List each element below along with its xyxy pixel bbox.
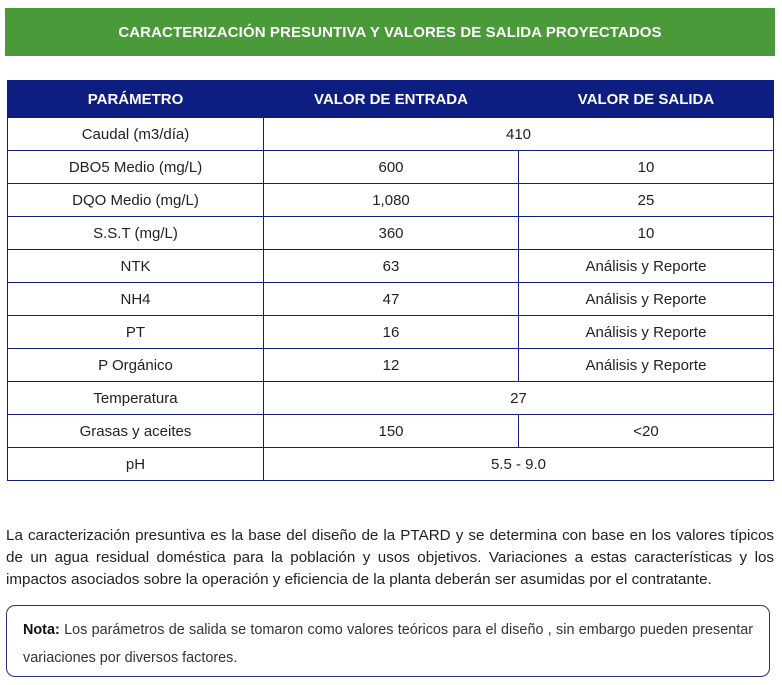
note-text: Los parámetros de salida se tomaron como valores teóricos para el diseño , sin embargo pueden presentar variaciones por diversos factores. [23, 622, 753, 666]
row-param: PT [8, 316, 264, 349]
table-row [8, 382, 774, 415]
row-param: DQO Medio (mg/L) [8, 184, 264, 217]
row-param: P Orgánico [8, 349, 264, 382]
row-output-value: Análisis y Reporte [519, 283, 774, 316]
table-row [8, 349, 774, 382]
row-input-value: 63 [264, 250, 519, 283]
row-output-value: <20 [519, 415, 774, 448]
row-input-value: 360 [264, 217, 519, 250]
table-row [8, 448, 774, 481]
row-input-value: 47 [264, 283, 519, 316]
header-output-value: VALOR DE SALIDA [519, 81, 774, 118]
row-param: Caudal (m3/día) [8, 118, 264, 151]
description-paragraph: La caracterización presuntiva es la base del diseño de la PTARD y se determina con base en los valores típicos de un agua residual doméstica para la población y usos objetivos. Variaciones a estas características y los impactos asociados sobre la operación y eficiencia de la planta deberán ser asumidas por el contratante. [6, 527, 774, 589]
table-row [8, 250, 774, 283]
header-parameter: PARÁMETRO [8, 81, 264, 118]
table-row [8, 316, 774, 349]
table-header-row [8, 81, 774, 118]
note-label: Nota: [23, 622, 60, 638]
row-output-value: 25 [519, 184, 774, 217]
row-param: NTK [8, 250, 264, 283]
parameters-table [7, 80, 774, 481]
table-row [8, 217, 774, 250]
table-row [8, 283, 774, 316]
row-output-value: 10 [519, 151, 774, 184]
row-input-value: 600 [264, 151, 519, 184]
table-row [8, 184, 774, 217]
row-merged-value: 410 [264, 118, 774, 151]
row-param: pH [8, 448, 264, 481]
row-merged-value: 27 [264, 382, 774, 415]
row-param: S.S.T (mg/L) [8, 217, 264, 250]
section-banner [5, 8, 775, 56]
row-output-value: 10 [519, 217, 774, 250]
row-output-value: Análisis y Reporte [519, 250, 774, 283]
row-param: NH4 [8, 283, 264, 316]
row-input-value: 12 [264, 349, 519, 382]
row-input-value: 1,080 [264, 184, 519, 217]
note-box [6, 605, 770, 677]
row-param: Temperatura [8, 382, 264, 415]
banner-title: CARACTERIZACIÓN PRESUNTIVA Y VALORES DE SALIDA PROYECTADOS [118, 23, 662, 41]
row-input-value: 150 [264, 415, 519, 448]
row-merged-value: 5.5 - 9.0 [264, 448, 774, 481]
row-input-value: 16 [264, 316, 519, 349]
table-row [8, 118, 774, 151]
table-row [8, 415, 774, 448]
row-output-value: Análisis y Reporte [519, 349, 774, 382]
header-input-value: VALOR DE ENTRADA [264, 81, 519, 118]
row-param: Grasas y aceites [8, 415, 264, 448]
table-row [8, 151, 774, 184]
row-param: DBO5 Medio (mg/L) [8, 151, 264, 184]
row-output-value: Análisis y Reporte [519, 316, 774, 349]
